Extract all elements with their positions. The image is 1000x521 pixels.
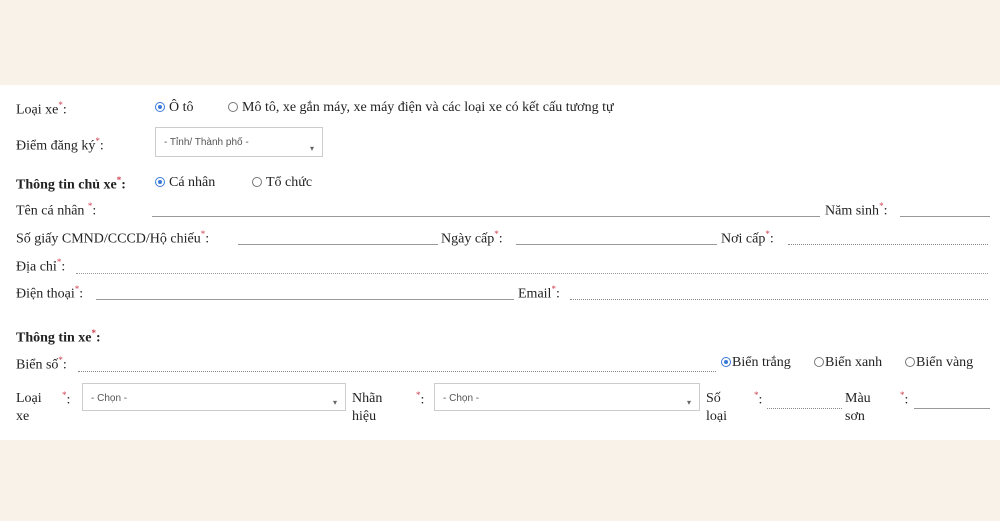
vehicle-type-label: Loại xe*: (16, 100, 67, 118)
vehicle-section-title: Thông tin xe*: (16, 328, 101, 346)
issue-place-label: Nơi cấp*: (721, 229, 774, 247)
plate-input[interactable] (78, 371, 716, 372)
radio-icon (905, 357, 915, 367)
chevron-down-icon: ▾ (309, 144, 314, 153)
radio-motorbike[interactable]: Mô tô, xe gắn máy, xe máy điện và các loại xe có kết cấu tương tự (228, 100, 614, 116)
brand-required: *: (416, 390, 425, 408)
type-select[interactable]: - Chọn - ▾ (82, 383, 346, 411)
radio-checked-icon (721, 357, 731, 367)
name-label: Tên cá nhân *: (16, 201, 97, 219)
issue-date-input[interactable] (516, 244, 717, 245)
radio-icon (814, 357, 824, 367)
chevron-down-icon: ▾ (686, 398, 691, 407)
birth-year-input[interactable] (900, 216, 990, 217)
brand-label: Nhãn hiệu (352, 391, 383, 424)
color-input[interactable] (914, 408, 990, 409)
chevron-down-icon: ▾ (332, 398, 337, 407)
owner-section-title: Thông tin chủ xe*: (16, 175, 126, 193)
issue-date-label: Ngày cấp*: (441, 229, 503, 247)
model-input[interactable] (767, 408, 842, 409)
issue-place-input[interactable] (788, 244, 988, 245)
id-input[interactable] (238, 244, 438, 245)
registration-place-label: Điểm đăng ký*: (16, 136, 104, 154)
model-label: Số loại (706, 391, 727, 424)
phone-input[interactable] (96, 299, 514, 300)
brand-select[interactable]: - Chọn - ▾ (434, 383, 700, 411)
radio-individual[interactable]: Cá nhân (155, 175, 215, 191)
type-label: Loại xe (16, 391, 42, 424)
color-required: *: (900, 390, 909, 408)
radio-white-plate[interactable]: Biển trắng (721, 355, 791, 371)
radio-icon (228, 102, 238, 112)
registration-form (0, 85, 1000, 440)
birth-year-label: Năm sinh*: (825, 201, 888, 219)
radio-checked-icon (155, 102, 165, 112)
plate-label: Biển số*: (16, 355, 67, 373)
province-select[interactable]: - Tỉnh/ Thành phố - ▾ (155, 127, 323, 157)
model-required: *: (754, 390, 763, 408)
type-required: *: (62, 390, 71, 408)
email-input[interactable] (570, 299, 988, 300)
address-input[interactable] (76, 273, 988, 274)
address-label: Địa chỉ*: (16, 257, 66, 275)
radio-icon (252, 177, 262, 187)
color-label: Màu sơn (845, 391, 871, 424)
id-label: Số giấy CMND/CCCD/Hộ chiếu*: (16, 229, 210, 247)
radio-checked-icon (155, 177, 165, 187)
radio-car[interactable]: Ô tô (155, 100, 194, 116)
radio-yellow-plate[interactable]: Biển vàng (905, 355, 973, 371)
phone-label: Điện thoại*: (16, 284, 84, 302)
radio-blue-plate[interactable]: Biển xanh (814, 355, 882, 371)
email-label: Email*: (518, 284, 560, 302)
radio-organization[interactable]: Tổ chức (252, 175, 312, 191)
name-input[interactable] (152, 216, 820, 217)
